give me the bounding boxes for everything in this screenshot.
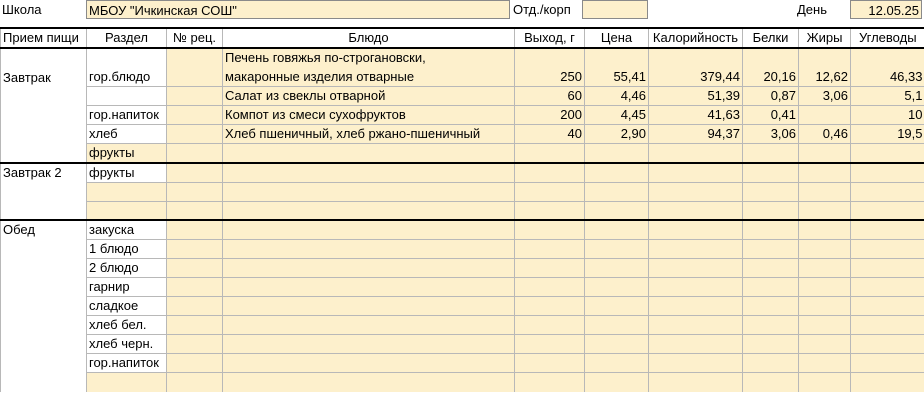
meal-breakfast[interactable]: Завтрак [1,48,87,163]
output-cell[interactable] [515,220,585,240]
table-row [1,259,924,278]
table-row [1,201,924,220]
table-row [1,316,924,335]
section-cell[interactable]: сладкое [87,297,167,316]
dish-cell[interactable] [223,297,515,316]
price-cell[interactable] [585,335,649,354]
price-cell[interactable] [585,201,649,220]
kcal-cell[interactable] [649,182,743,201]
kcal-cell[interactable] [649,297,743,316]
kcal-cell[interactable] [649,201,743,220]
protein-cell[interactable] [743,259,799,278]
section-cell[interactable]: фрукты [87,143,167,163]
col-section: Раздел [87,28,167,48]
col-kcal: Калорийность [649,28,743,48]
carbs-cell[interactable]: 10 [851,105,924,124]
col-price: Цена [585,28,649,48]
recipe-cell[interactable] [167,335,223,354]
dish-cell[interactable] [223,354,515,373]
carbs-cell[interactable] [851,373,924,392]
price-cell[interactable] [585,220,649,240]
protein-cell[interactable] [743,316,799,335]
recipe-cell[interactable] [167,354,223,373]
fat-cell[interactable] [799,354,851,373]
fat-cell[interactable] [799,182,851,201]
table-row [1,240,924,259]
section-cell[interactable] [87,373,167,392]
fat-cell[interactable] [799,316,851,335]
output-cell[interactable] [515,373,585,392]
fat-cell[interactable]: 12,62 [799,48,851,86]
section-cell[interactable]: 2 блюдо [87,259,167,278]
carbs-cell[interactable]: 5,1 [851,86,924,105]
carbs-cell[interactable] [851,354,924,373]
protein-cell[interactable]: 0,87 [743,86,799,105]
section-cell[interactable]: хлеб [87,124,167,143]
protein-cell[interactable] [743,240,799,259]
carbs-cell[interactable] [851,201,924,220]
price-cell[interactable] [585,163,649,183]
output-cell[interactable] [515,259,585,278]
section-cell[interactable]: гор.блюдо [87,48,167,86]
price-cell[interactable]: 55,41 [585,48,649,86]
kcal-cell[interactable] [649,373,743,392]
meal-breakfast-2[interactable]: Завтрак 2 [1,163,87,221]
output-cell[interactable] [515,278,585,297]
col-output: Выход, г [515,28,585,48]
output-cell[interactable]: 40 [515,124,585,143]
dish-cell[interactable]: макаронные изделия отварные [223,67,515,86]
recipe-cell[interactable] [167,143,223,163]
output-cell[interactable]: 200 [515,105,585,124]
protein-cell[interactable] [743,143,799,163]
recipe-cell[interactable] [167,240,223,259]
carbs-cell[interactable] [851,143,924,163]
recipe-cell[interactable] [167,124,223,143]
dish-cell[interactable] [223,240,515,259]
recipe-cell[interactable] [167,259,223,278]
carbs-cell[interactable] [851,335,924,354]
dish-cell[interactable] [223,259,515,278]
day-value-cell[interactable]: 12.05.25 [850,0,922,19]
section-cell[interactable]: хлеб бел. [87,316,167,335]
fat-cell[interactable] [799,105,851,124]
protein-cell[interactable] [743,163,799,183]
fat-cell[interactable] [799,163,851,183]
carbs-cell[interactable]: 46,33 [851,48,924,86]
carbs-cell[interactable] [851,163,924,183]
kcal-cell[interactable]: 41,63 [649,105,743,124]
kcal-cell[interactable]: 51,39 [649,86,743,105]
price-cell[interactable] [585,278,649,297]
day-label: День [797,2,827,17]
carbs-cell[interactable] [851,182,924,201]
fat-cell[interactable] [799,143,851,163]
kcal-cell[interactable] [649,240,743,259]
price-cell[interactable] [585,143,649,163]
dish-cell[interactable] [223,182,515,201]
dish-cell[interactable]: Хлеб пшеничный, хлеб ржано-пшеничный [223,124,515,143]
table-row [1,105,924,124]
output-cell[interactable] [515,316,585,335]
table-row [1,48,924,67]
meal-lunch[interactable]: Обед [1,220,87,392]
recipe-cell[interactable] [167,220,223,240]
table-row [1,143,924,163]
protein-cell[interactable]: 3,06 [743,124,799,143]
recipe-cell[interactable] [167,163,223,183]
dish-cell[interactable] [223,316,515,335]
kcal-cell[interactable] [649,163,743,183]
kcal-cell[interactable] [649,143,743,163]
section-cell[interactable] [87,86,167,105]
table-row [1,335,924,354]
price-cell[interactable] [585,259,649,278]
recipe-cell[interactable] [167,86,223,105]
protein-cell[interactable] [743,373,799,392]
fat-cell[interactable] [799,259,851,278]
carbs-cell[interactable] [851,240,924,259]
table-row [1,278,924,297]
dept-value-cell[interactable] [582,0,648,19]
kcal-cell[interactable] [649,335,743,354]
recipe-cell[interactable] [167,316,223,335]
kcal-cell[interactable] [649,316,743,335]
output-cell[interactable] [515,143,585,163]
section-cell[interactable]: фрукты [87,163,167,183]
output-cell[interactable] [515,201,585,220]
kcal-cell[interactable] [649,278,743,297]
output-cell[interactable] [515,240,585,259]
protein-cell[interactable] [743,182,799,201]
section-cell[interactable]: закуска [87,220,167,240]
recipe-cell[interactable] [167,201,223,220]
col-fat: Жиры [799,28,851,48]
sheet-header [0,0,924,20]
price-cell[interactable] [585,316,649,335]
recipe-cell[interactable] [167,48,223,86]
carbs-cell[interactable] [851,220,924,240]
protein-cell[interactable] [743,354,799,373]
recipe-cell[interactable] [167,182,223,201]
dish-cell[interactable]: Салат из свеклы отварной [223,86,515,105]
recipe-cell[interactable] [167,373,223,392]
kcal-cell[interactable] [649,354,743,373]
output-cell[interactable]: 250 [515,48,585,86]
price-cell[interactable]: 4,46 [585,86,649,105]
fat-cell[interactable] [799,240,851,259]
dish-cell[interactable] [223,373,515,392]
price-cell[interactable]: 4,45 [585,105,649,124]
section-cell[interactable]: гор.напиток [87,105,167,124]
dish-cell[interactable] [223,201,515,220]
dish-cell[interactable] [223,163,515,183]
protein-cell[interactable] [743,201,799,220]
dept-label: Отд./корп [513,2,571,17]
table-row [1,124,924,143]
kcal-cell[interactable]: 379,44 [649,48,743,86]
dish-cell[interactable]: Компот из смеси сухофруктов [223,105,515,124]
dish-cell[interactable] [223,220,515,240]
protein-cell[interactable]: 0,41 [743,105,799,124]
kcal-cell[interactable]: 94,37 [649,124,743,143]
recipe-cell[interactable] [167,278,223,297]
table-row [1,373,924,392]
col-dish: Блюдо [223,28,515,48]
protein-cell[interactable] [743,335,799,354]
fat-cell[interactable] [799,335,851,354]
fat-cell[interactable] [799,220,851,240]
kcal-cell[interactable] [649,259,743,278]
dish-cell[interactable] [223,278,515,297]
protein-cell[interactable] [743,220,799,240]
price-cell[interactable]: 2,90 [585,124,649,143]
output-cell[interactable] [515,354,585,373]
output-cell[interactable] [515,182,585,201]
fat-cell[interactable] [799,297,851,316]
section-cell[interactable]: гор.напиток [87,354,167,373]
table-row [1,220,924,240]
table-row [1,86,924,105]
col-recipe: № рец. [167,28,223,48]
table-row [1,163,924,183]
price-cell[interactable] [585,297,649,316]
menu-table [0,27,924,392]
table-row [1,354,924,373]
table-row [1,182,924,201]
carbs-cell[interactable] [851,297,924,316]
protein-cell[interactable] [743,297,799,316]
output-cell[interactable] [515,335,585,354]
recipe-cell[interactable] [167,105,223,124]
section-cell[interactable] [87,201,167,220]
section-cell[interactable] [87,182,167,201]
recipe-cell[interactable] [167,297,223,316]
dish-cell[interactable] [223,335,515,354]
section-cell[interactable]: 1 блюдо [87,240,167,259]
carbs-cell[interactable] [851,316,924,335]
output-cell[interactable]: 60 [515,86,585,105]
protein-cell[interactable] [743,278,799,297]
price-cell[interactable] [585,182,649,201]
price-cell[interactable] [585,373,649,392]
output-cell[interactable] [515,297,585,316]
col-carbs: Углеводы [851,28,924,48]
fat-cell[interactable]: 0,46 [799,124,851,143]
output-cell[interactable] [515,163,585,183]
carbs-cell[interactable]: 19,5 [851,124,924,143]
dish-cell[interactable] [223,143,515,163]
fat-cell[interactable] [799,201,851,220]
section-cell[interactable]: хлеб черн. [87,335,167,354]
school-label: Школа [2,2,42,17]
dish-cell[interactable]: Печень говяжья по-строгановски, [223,48,515,67]
school-value-cell[interactable]: МБОУ "Ичкинская СОШ" [86,0,510,19]
col-meal: Прием пищи [1,28,87,48]
protein-cell[interactable]: 20,16 [743,48,799,86]
kcal-cell[interactable] [649,220,743,240]
carbs-cell[interactable] [851,259,924,278]
col-protein: Белки [743,28,799,48]
fat-cell[interactable] [799,278,851,297]
column-header-row [1,28,924,48]
fat-cell[interactable] [799,373,851,392]
section-cell[interactable]: гарнир [87,278,167,297]
table-row [1,297,924,316]
price-cell[interactable] [585,354,649,373]
price-cell[interactable] [585,240,649,259]
carbs-cell[interactable] [851,278,924,297]
fat-cell[interactable]: 3,06 [799,86,851,105]
